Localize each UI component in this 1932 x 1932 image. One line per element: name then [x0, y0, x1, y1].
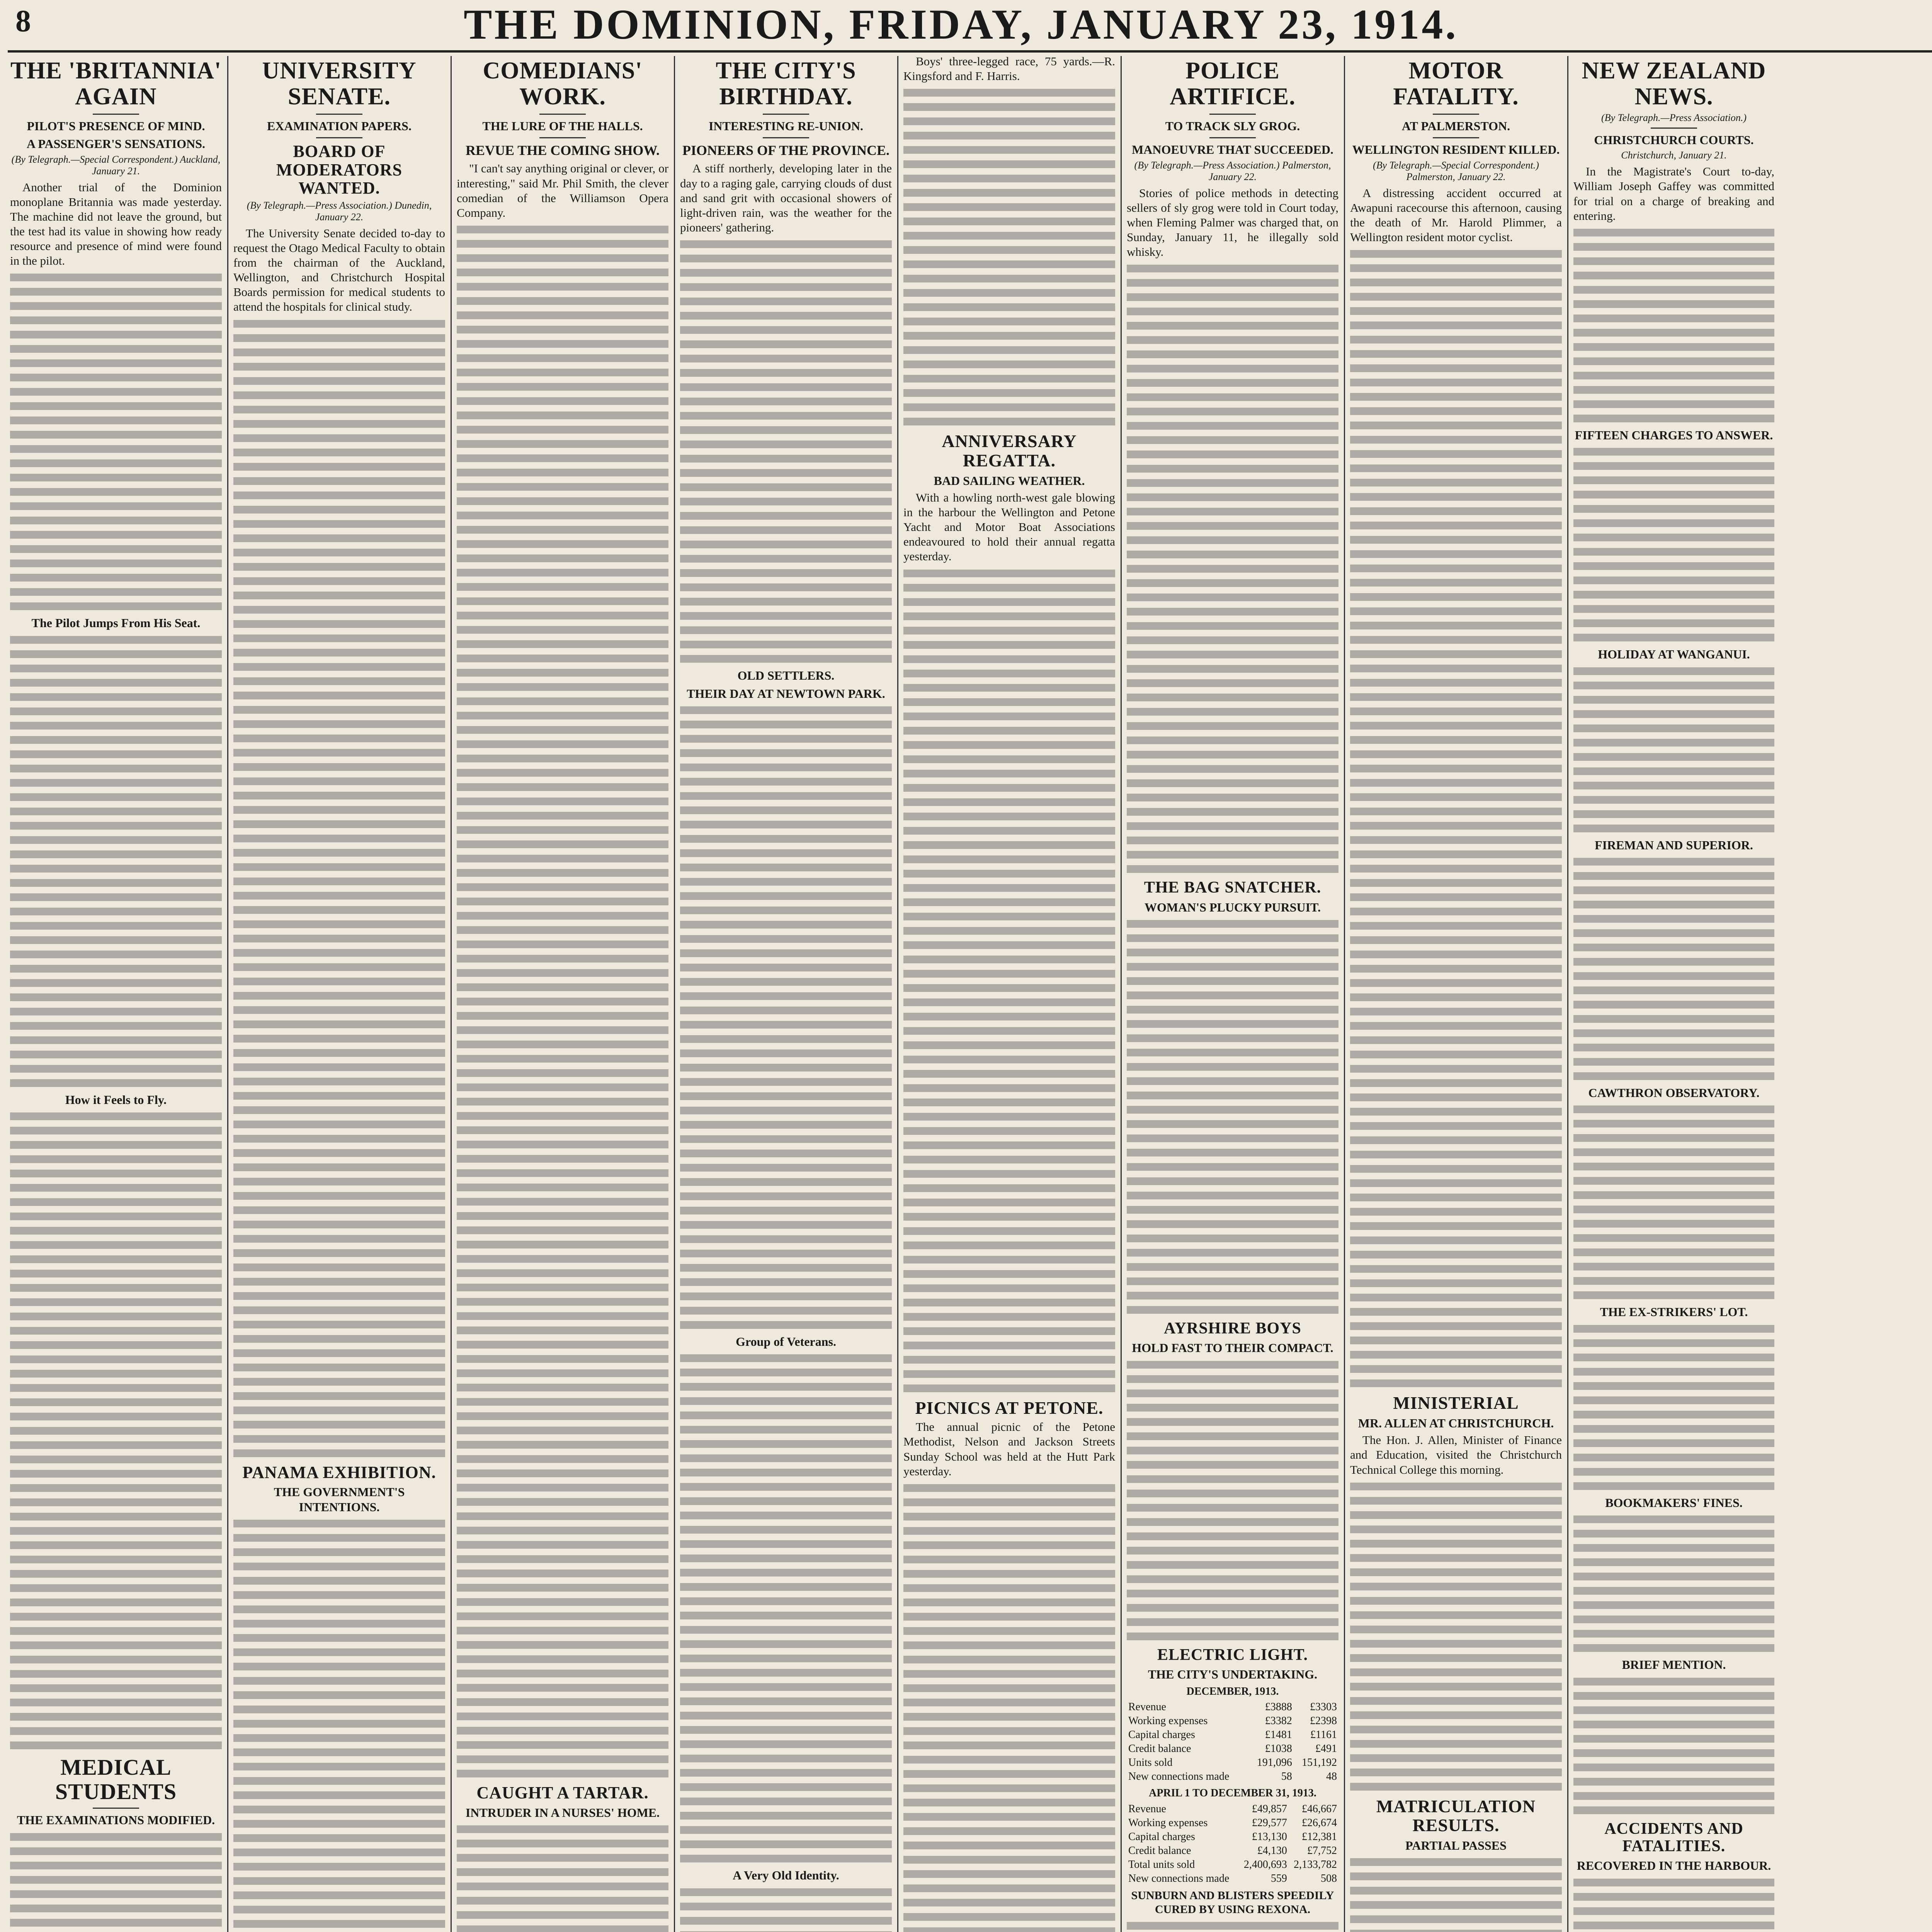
- column-6: [1124, 54, 1341, 1932]
- subheading: TO TRACK SLY GROG.: [1165, 119, 1300, 133]
- byline: (By Telegraph.—Press Association.) Dunedin, January 22.: [247, 199, 432, 223]
- text-block: [1127, 917, 1338, 1316]
- column-rule: [1567, 56, 1568, 1932]
- subheading: A PASSENGER'S SENSATIONS.: [26, 137, 206, 151]
- text-block: [1350, 1480, 1562, 1793]
- headline: UNIVERSITY SENATE.: [262, 58, 417, 110]
- subheading: MANOEUVRE THAT SUCCEEDED.: [1132, 143, 1333, 157]
- subheading: AT PALMERSTON.: [1401, 119, 1510, 133]
- headline: NEW ZEALAND NEWS.: [1582, 58, 1766, 110]
- byline: (By Telegraph.—Press Association.) Palmerston, January 22.: [1134, 159, 1331, 182]
- subheading: EXAMINATION PAPERS.: [267, 119, 412, 133]
- subheading: BAD SAILING WEATHER.: [934, 473, 1085, 488]
- column-rule: [227, 56, 228, 1932]
- section-heading: How it Feels to Fly.: [65, 1092, 167, 1107]
- subheading: THE CITY'S UNDERTAKING.: [1148, 1667, 1318, 1682]
- byline: (By Telegraph.—Press Association.): [1601, 112, 1747, 123]
- separator: [1433, 137, 1479, 138]
- subheading: BRIEF MENTION.: [1622, 1658, 1726, 1672]
- paragraph: The University Senate decided to-day to request the Otago Medical Faculty to obtain from the chairman of the Auckland, Wellington, and Christchurch Hospital Boards permission for medical students to attend the hospitals for clinical study.: [233, 226, 445, 314]
- subheading: MR. ALLEN AT CHRISTCHURCH.: [1358, 1416, 1554, 1430]
- separator: [1209, 137, 1256, 138]
- byline: (By Telegraph.—Special Correspondent.) Auckland, January 21.: [11, 153, 221, 177]
- table-row: Capital charges £1481 £1161: [1128, 1729, 1337, 1741]
- table-row: Revenue £3888 £3303: [1128, 1701, 1337, 1713]
- text-block: [1573, 1512, 1774, 1654]
- separator: [316, 137, 362, 138]
- text-block: [1127, 1919, 1338, 1932]
- paragraph: A distressing accident occurred at Awapuni racecourse this afternoon, causing the death of Mr. Harold Plimmer, a Wellington resident motor cyclist.: [1350, 186, 1562, 244]
- subheading: PILOT'S PRESENCE OF MIND.: [27, 119, 205, 133]
- column-4: [678, 54, 894, 1932]
- paragraph: With a howling north-west gale blowing in the harbour the Wellington and Petone Yacht and Motor Boat Associations endeavoured to hold their annual regatta yesterday.: [903, 490, 1115, 563]
- text-block: [1573, 1322, 1774, 1492]
- table-row: Working expenses £29,577 £26,674: [1128, 1816, 1337, 1829]
- text-block: [680, 1885, 892, 1932]
- subheading: FIREMAN AND SUPERIOR.: [1595, 838, 1753, 852]
- column-7: [1348, 54, 1564, 1932]
- text-block: [10, 1109, 222, 1752]
- text-block: [1573, 1876, 1774, 1932]
- separator: [1651, 128, 1697, 129]
- text-block: [903, 86, 1115, 428]
- text-block: [233, 317, 445, 1459]
- subheading: BOOKMAKERS' FINES.: [1605, 1495, 1743, 1510]
- table-row: Total units sold 2,400,693 2,133,782: [1128, 1858, 1337, 1871]
- subheading: RECOVERED IN THE HARBOUR.: [1577, 1859, 1771, 1873]
- subheading: WELLINGTON RESIDENT KILLED.: [1352, 143, 1560, 157]
- subheading: THE GOVERNMENT'S INTENTIONS.: [274, 1485, 405, 1514]
- headline: ACCIDENTS AND FATALITIES.: [1604, 1820, 1743, 1855]
- table-title: APRIL 1 TO DECEMBER 31, 1913.: [1149, 1787, 1316, 1799]
- headline: ANNIVERSARY REGATTA.: [942, 431, 1077, 470]
- byline: Christchurch, January 21.: [1621, 150, 1727, 161]
- separator: [316, 114, 362, 115]
- headline: THE CITY'S BIRTHDAY.: [716, 58, 856, 110]
- column-2: [231, 54, 447, 1932]
- text-block: [680, 703, 892, 1331]
- paragraph: A stiff northerly, developing later in the day to a raging gale, carrying clouds of dust and sand grit with occasional showers of light-driven rain, was the weather for the pioneers' gathering.: [680, 162, 892, 234]
- paragraph: Stories of police methods in detecting sellers of sly grog were told in Court today, when Fleming Palmer was charged that, on Sunday, January 11, he illegally sold whisky.: [1127, 186, 1338, 259]
- subheadline: BOARD OF MODERATORS WANTED.: [276, 142, 403, 198]
- advert-heading: SUNBURN AND BLISTERS SPEEDILY CURED BY USING REXONA.: [1131, 1889, 1334, 1916]
- headline: MINISTERIAL: [1393, 1393, 1519, 1413]
- text-block: [680, 1351, 892, 1865]
- subheading: CHRISTCHURCH COURTS.: [1594, 133, 1754, 147]
- section-heading: A Very Old Identity.: [733, 1868, 839, 1883]
- paragraph: In the Magistrate's Court to-day, William Joseph Gaffey was committed for trial on a charge of breaking and entering.: [1573, 165, 1774, 223]
- text-block: [1573, 1102, 1774, 1301]
- table-row: Credit balance £1038 £491: [1128, 1743, 1337, 1755]
- subheading: INTRUDER IN A NURSES' HOME.: [465, 1805, 660, 1820]
- text-block: [1573, 226, 1774, 425]
- text-block: [1350, 1855, 1562, 1932]
- text-block: [903, 1481, 1115, 1932]
- column-rule: [451, 56, 452, 1932]
- text-block: [457, 223, 668, 1780]
- table-row: Capital charges £13,130 £12,381: [1128, 1830, 1337, 1843]
- headline: PANAMA EXHIBITION.: [242, 1463, 436, 1482]
- headline: MEDICAL STUDENTS: [55, 1755, 177, 1804]
- headline: THE 'BRITANNIA' AGAIN: [10, 58, 222, 110]
- paragraph: "I can't say anything original or clever, or interesting," said Mr. Phil Smith, the clever comedian of the Williamson Opera Company.: [457, 162, 668, 219]
- table-title: DECEMBER, 1913.: [1186, 1685, 1279, 1697]
- text-block: [1573, 1675, 1774, 1816]
- paragraph: The Hon. J. Allen, Minister of Finance and Education, visited the Christchurch Technical College this morning.: [1350, 1433, 1562, 1476]
- subheading: REVUE THE COMING SHOW.: [465, 143, 660, 158]
- column-rule: [1121, 56, 1122, 1932]
- table-row: Working expenses £3382 £2398: [1128, 1715, 1337, 1727]
- top-rule: [8, 50, 1932, 53]
- column-rule: [674, 56, 675, 1932]
- column-5: [901, 54, 1117, 1932]
- headline: POLICE ARTIFICE.: [1170, 58, 1296, 110]
- text-block: [1127, 262, 1338, 875]
- paragraph: The annual picnic of the Petone Methodist, Nelson and Jackson Streets Sunday School was held at the Hutt Park yesterday.: [903, 1420, 1115, 1478]
- text-block: [1127, 1358, 1338, 1643]
- text-block: [903, 566, 1115, 1395]
- separator: [539, 137, 586, 138]
- headline: PICNICS AT PETONE.: [915, 1398, 1104, 1418]
- text-block: [10, 633, 222, 1089]
- electricity-table-year: [1127, 1802, 1338, 1886]
- headline: ELECTRIC LIGHT.: [1157, 1646, 1308, 1664]
- headline: THE BAG SNATCHER.: [1144, 879, 1321, 897]
- subheading: THE EX-STRIKERS' LOT.: [1600, 1305, 1748, 1319]
- table-row: New connections made 559 508: [1128, 1872, 1337, 1884]
- subheading: PIONEERS OF THE PROVINCE.: [682, 143, 890, 158]
- page-number: 8: [15, 4, 31, 38]
- text-block: [1573, 855, 1774, 1082]
- table-row: Units sold 191,096 151,192: [1128, 1757, 1337, 1769]
- separator: [763, 114, 809, 115]
- paragraph: Another trial of the Dominion monoplane Britannia was made yesterday. The machine did not leave the ground, but the test had its value in showing how ready resource and presence of mind were found in the pilot.: [10, 180, 222, 268]
- section-heading: THEIR DAY AT NEWTOWN PARK.: [687, 686, 885, 701]
- headline: MOTOR FATALITY.: [1393, 58, 1519, 110]
- subheading: HOLIDAY AT WANGANUI.: [1598, 647, 1750, 662]
- separator: [539, 114, 586, 115]
- paper-title: THE DOMINION, FRIDAY, JANUARY 23, 1914.: [464, 1, 1458, 48]
- text-block: [457, 1822, 668, 1932]
- section-heading: Group of Veterans.: [736, 1334, 836, 1349]
- paragraph: Boys' three-legged race, 75 yards.—R. Kingsford and F. Harris.: [903, 54, 1115, 83]
- subheading: THE EXAMINATIONS MODIFIED.: [17, 1813, 215, 1827]
- headline: MATRICULATION RESULTS.: [1376, 1796, 1536, 1835]
- section-heading: The Pilot Jumps From His Seat.: [31, 616, 201, 630]
- headline: CAUGHT A TARTAR.: [476, 1783, 649, 1802]
- table-row: Credit balance £4,130 £7,752: [1128, 1844, 1337, 1857]
- separator: [93, 114, 139, 115]
- text-block: [1573, 664, 1774, 835]
- text-block: [680, 237, 892, 665]
- column-3: [454, 54, 671, 1932]
- subheading: THE LURE OF THE HALLS.: [482, 119, 643, 133]
- text-block: [10, 270, 222, 612]
- text-block: [1350, 247, 1562, 1389]
- separator: [763, 137, 809, 138]
- headline: COMEDIANS' WORK.: [483, 58, 643, 110]
- section-heading: OLD SETTLERS.: [737, 668, 835, 683]
- subheading: WOMAN'S PLUCKY PURSUIT.: [1144, 900, 1321, 914]
- subheading: HOLD FAST TO THEIR COMPACT.: [1132, 1341, 1333, 1355]
- electricity-table-december: [1127, 1700, 1338, 1784]
- subheading: CAWTHRON OBSERVATORY.: [1588, 1085, 1760, 1100]
- text-block: [10, 1830, 222, 1932]
- separator: [1433, 114, 1479, 115]
- byline: (By Telegraph.—Special Correspondent.) Palmerston, January 22.: [1373, 159, 1539, 182]
- column-rule: [897, 56, 898, 1932]
- separator: [93, 1808, 139, 1809]
- subheading: INTERESTING RE-UNION.: [708, 119, 864, 133]
- column-rule: [1344, 56, 1345, 1932]
- headline: AYRSHIRE BOYS: [1164, 1320, 1301, 1338]
- column-8: [1571, 54, 1932, 1932]
- separator: [1209, 114, 1256, 115]
- text-block: [1573, 445, 1774, 644]
- subheading: PARTIAL PASSES: [1405, 1838, 1507, 1852]
- table-row: Revenue £49,857 £46,667: [1128, 1803, 1337, 1815]
- text-block: [233, 1517, 445, 1932]
- column-1: [8, 54, 224, 1932]
- masthead: [0, 0, 1932, 46]
- table-row: New connections made 58 48: [1128, 1770, 1337, 1783]
- subheading: FIFTEEN CHARGES TO ANSWER.: [1575, 428, 1773, 442]
